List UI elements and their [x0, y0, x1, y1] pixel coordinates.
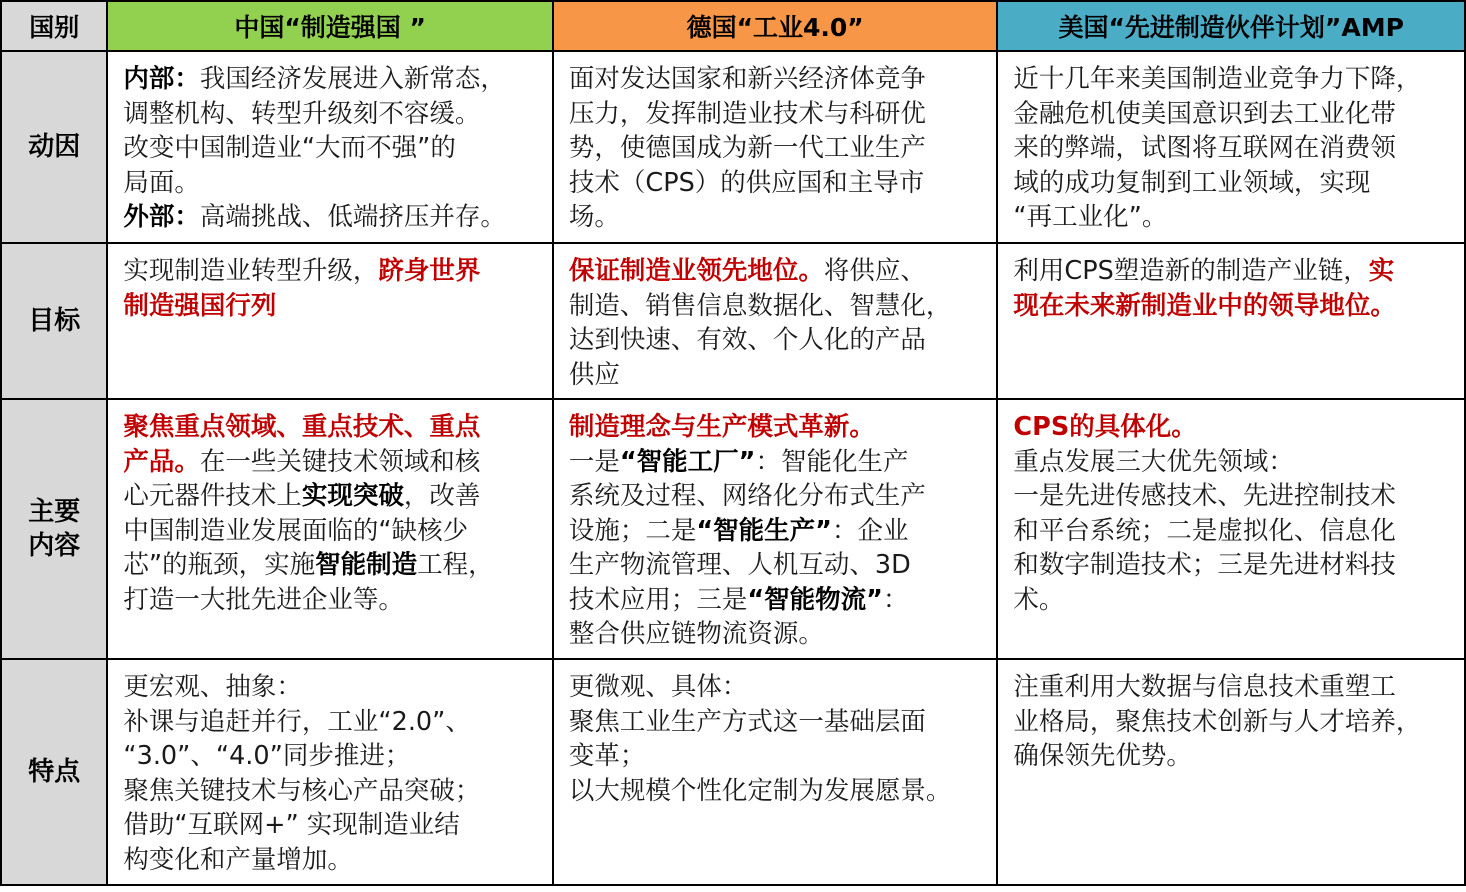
text-line: [1013, 670, 1460, 705]
emphasis-red-text: 制造理念与生产模式革新。: [568, 412, 875, 442]
text-line: [123, 62, 548, 97]
text-line: [123, 410, 548, 445]
header-country-label: 国别: [1, 1, 107, 51]
cell-features-usa: [997, 659, 1465, 885]
body-text: 来的弊端，试图将互联网在消费领: [1013, 133, 1396, 163]
body-text: “再工业化”。: [1013, 202, 1168, 232]
text-line: [123, 131, 548, 166]
text-line: [123, 774, 548, 809]
text-line: [569, 323, 993, 358]
text-line: [123, 445, 548, 480]
body-text: 更微观、具体：: [568, 672, 748, 702]
text-line: [123, 200, 548, 235]
text-line: [123, 670, 548, 705]
row-features: [1, 659, 1465, 885]
cell-motivation-usa: [997, 51, 1465, 243]
emphasis-bold-text: “智能生产”: [696, 515, 832, 546]
body-text: 工程，: [417, 550, 494, 580]
text-line: [1013, 200, 1460, 235]
emphasis-red-text: 产品。: [123, 446, 200, 477]
text-line: [1013, 62, 1460, 97]
body-text: 一是先进传感技术、先进控制技术: [1013, 481, 1396, 511]
cell-content-germany: [553, 399, 998, 659]
body-text: 利用CPS塑造新的制造产业链，: [1013, 256, 1369, 286]
body-text: 局面。: [123, 167, 200, 198]
body-text: 以大规模个性化定制为发展愿景。: [568, 775, 952, 806]
text-line: [123, 97, 548, 132]
text-line: [1013, 548, 1460, 583]
emphasis-red-text: 保证制造业领先地位。: [568, 256, 824, 286]
body-text: 和数字制造技术；三是先进材料技: [1013, 550, 1396, 580]
body-text: 在一些关键技术领域和核: [199, 446, 481, 477]
emphasis-bold-text: “智能物流”: [747, 584, 883, 615]
emphasis-red-text: 制造强国行列: [123, 290, 277, 321]
text-line: [569, 739, 993, 774]
body-text: 我国经济发展进入新常态，: [199, 64, 506, 94]
text-line: [123, 739, 548, 774]
body-text: 构变化和产量增加。: [123, 844, 353, 875]
text-line: [123, 843, 548, 878]
text-line: [1013, 97, 1460, 132]
cell-content-china: [107, 399, 553, 659]
text-line: [1013, 514, 1460, 549]
body-text: 设施；二是: [568, 515, 697, 546]
body-text: 供应: [568, 359, 620, 390]
body-text: 打造一大批先进企业等。: [123, 584, 404, 615]
text-line: [123, 583, 548, 618]
text-line: [569, 289, 993, 324]
body-text: 域的成功复制到工业领域，实现: [1013, 167, 1371, 198]
emphasis-bold-text: 实现突破: [301, 481, 404, 511]
body-text: 技术（CPS）的供应国和主导市: [568, 167, 925, 198]
cell-goal-germany: [553, 243, 998, 399]
body-text: 注重利用大数据与信息技术重塑工: [1013, 672, 1396, 702]
body-text: ：: [882, 584, 909, 615]
cell-goal-usa: [997, 243, 1465, 399]
text-line: [1013, 131, 1460, 166]
body-text: 近十几年来美国制造业竞争力下降，: [1013, 64, 1422, 94]
body-text: 调整机构、转型升级刻不容缓。: [123, 98, 481, 129]
text-line: [123, 479, 548, 514]
text-line: [569, 62, 993, 97]
header-germany: 德国“工业4.0”: [553, 1, 998, 51]
emphasis-red-text: 实: [1368, 256, 1395, 286]
row-motivation: [1, 51, 1465, 243]
body-text: 场。: [568, 202, 620, 232]
text-line: [1013, 289, 1460, 324]
body-text: 变革；: [568, 741, 646, 771]
text-line: [1013, 583, 1460, 618]
row-label-content: [1, 399, 107, 659]
text-line: [1013, 705, 1460, 740]
emphasis-red-text: 现在未来新制造业中的领导地位。: [1013, 290, 1396, 321]
row-goal: [1, 243, 1465, 399]
row-label-line: 特点: [28, 757, 81, 787]
text-line: [123, 254, 548, 289]
body-text: ：智能化生产: [755, 446, 909, 477]
text-line: [569, 97, 993, 132]
cell-goal-china: [107, 243, 553, 399]
row-label-line: 目标: [28, 306, 81, 336]
text-line: [123, 808, 548, 843]
header-usa: 美国“先进制造伙伴计划”AMP: [997, 1, 1465, 51]
body-text: 一是: [568, 446, 620, 477]
body-text: “3.0”、“4.0”同步推进；: [123, 741, 411, 771]
text-line: [569, 445, 993, 480]
cell-motivation-china: [107, 51, 553, 243]
body-text: 金融危机使美国意识到去工业化带: [1013, 98, 1396, 129]
body-text: 借助“互联网+” 实现制造业结: [123, 810, 460, 840]
body-text: 高端挑战、低端挤压并存。: [199, 202, 506, 232]
body-text: 心元器件技术上: [123, 481, 302, 511]
text-line: [1013, 445, 1460, 480]
body-text: 技术应用；三是: [568, 584, 748, 615]
body-text: 补课与追赶并行，工业“2.0”、: [123, 706, 471, 737]
row-label-features: [1, 659, 107, 885]
body-text: 更宏观、抽象：: [123, 672, 302, 702]
text-line: [569, 254, 993, 289]
body-text: 面对发达国家和新兴经济体竞争: [568, 64, 926, 94]
body-text: ：企业: [831, 515, 909, 546]
body-text: 将供应、: [823, 256, 926, 286]
text-line: [123, 514, 548, 549]
body-text: 聚焦工业生产方式这一基础层面: [568, 706, 926, 737]
text-line: [569, 705, 993, 740]
text-line: [1013, 410, 1460, 445]
row-label-motivation: [1, 51, 107, 243]
body-text: 达到快速、有效、个人化的产品: [568, 325, 926, 355]
emphasis-bold-text: 外部：: [123, 202, 200, 232]
emphasis-red-text: CPS的具体化。: [1013, 412, 1197, 442]
text-line: [1013, 739, 1460, 774]
text-line: [569, 670, 993, 705]
body-text: 重点发展三大优先领域：: [1013, 446, 1294, 477]
header-row: [1, 1, 1465, 51]
body-text: 中国制造业发展面临的“缺核少: [123, 515, 469, 546]
cell-features-germany: [553, 659, 998, 885]
row-content: [1, 399, 1465, 659]
body-text: 压力，发挥制造业技术与科研优: [568, 98, 926, 129]
header-china: 中国“制造强国 ”: [107, 1, 553, 51]
text-line: [1013, 479, 1460, 514]
row-label-goal: [1, 243, 107, 399]
row-label-line: 动因: [28, 132, 81, 162]
body-text: 改变中国制造业“大而不强”的: [123, 133, 456, 163]
row-label-line: 主要: [28, 497, 81, 527]
text-line: [569, 548, 993, 583]
cell-content-usa: [997, 399, 1465, 659]
row-label-line: 内容: [28, 531, 81, 561]
emphasis-red-text: 聚焦重点领域、重点技术、重点: [123, 412, 481, 442]
text-line: [123, 548, 548, 583]
emphasis-bold-text: 智能制造: [315, 550, 418, 580]
text-line: [569, 131, 993, 166]
text-line: [1013, 254, 1460, 289]
body-text: 聚焦关键技术与核心产品突破；: [123, 775, 481, 806]
text-line: [569, 774, 993, 809]
body-text: 势，使德国成为新一代工业生产: [568, 133, 926, 163]
text-line: [569, 358, 993, 393]
cell-features-china: [107, 659, 553, 885]
body-text: 确保领先优势。: [1013, 741, 1192, 771]
body-text: 系统及过程、网络化分布式生产: [568, 481, 926, 511]
text-line: [569, 200, 993, 235]
cell-motivation-germany: [553, 51, 998, 243]
text-line: [569, 514, 993, 549]
body-text: 芯”的瓶颈，实施: [123, 550, 316, 580]
emphasis-bold-text: “智能工厂”: [619, 446, 756, 477]
text-line: [123, 705, 548, 740]
text-line: [569, 410, 993, 445]
text-line: [123, 289, 548, 324]
text-line: [569, 166, 993, 201]
body-text: 整合供应链物流资源。: [568, 619, 824, 649]
emphasis-red-text: 跻身世界: [378, 256, 481, 286]
emphasis-bold-text: 内部：: [123, 64, 200, 94]
text-line: [569, 617, 993, 652]
text-line: [123, 166, 548, 201]
text-line: [569, 479, 993, 514]
body-text: 术。: [1013, 584, 1065, 615]
text-line: [569, 583, 993, 618]
body-text: 业格局，聚焦技术创新与人才培养，: [1013, 706, 1422, 737]
body-text: 实现制造业转型升级，: [123, 256, 379, 286]
body-text: ，改善: [403, 481, 481, 511]
body-text: 制造、销售信息数据化、智慧化，: [568, 290, 952, 321]
text-line: [1013, 166, 1460, 201]
body-text: 生产物流管理、人机互动、3D: [568, 550, 911, 580]
body-text: 和平台系统；二是虚拟化、信息化: [1013, 515, 1396, 546]
